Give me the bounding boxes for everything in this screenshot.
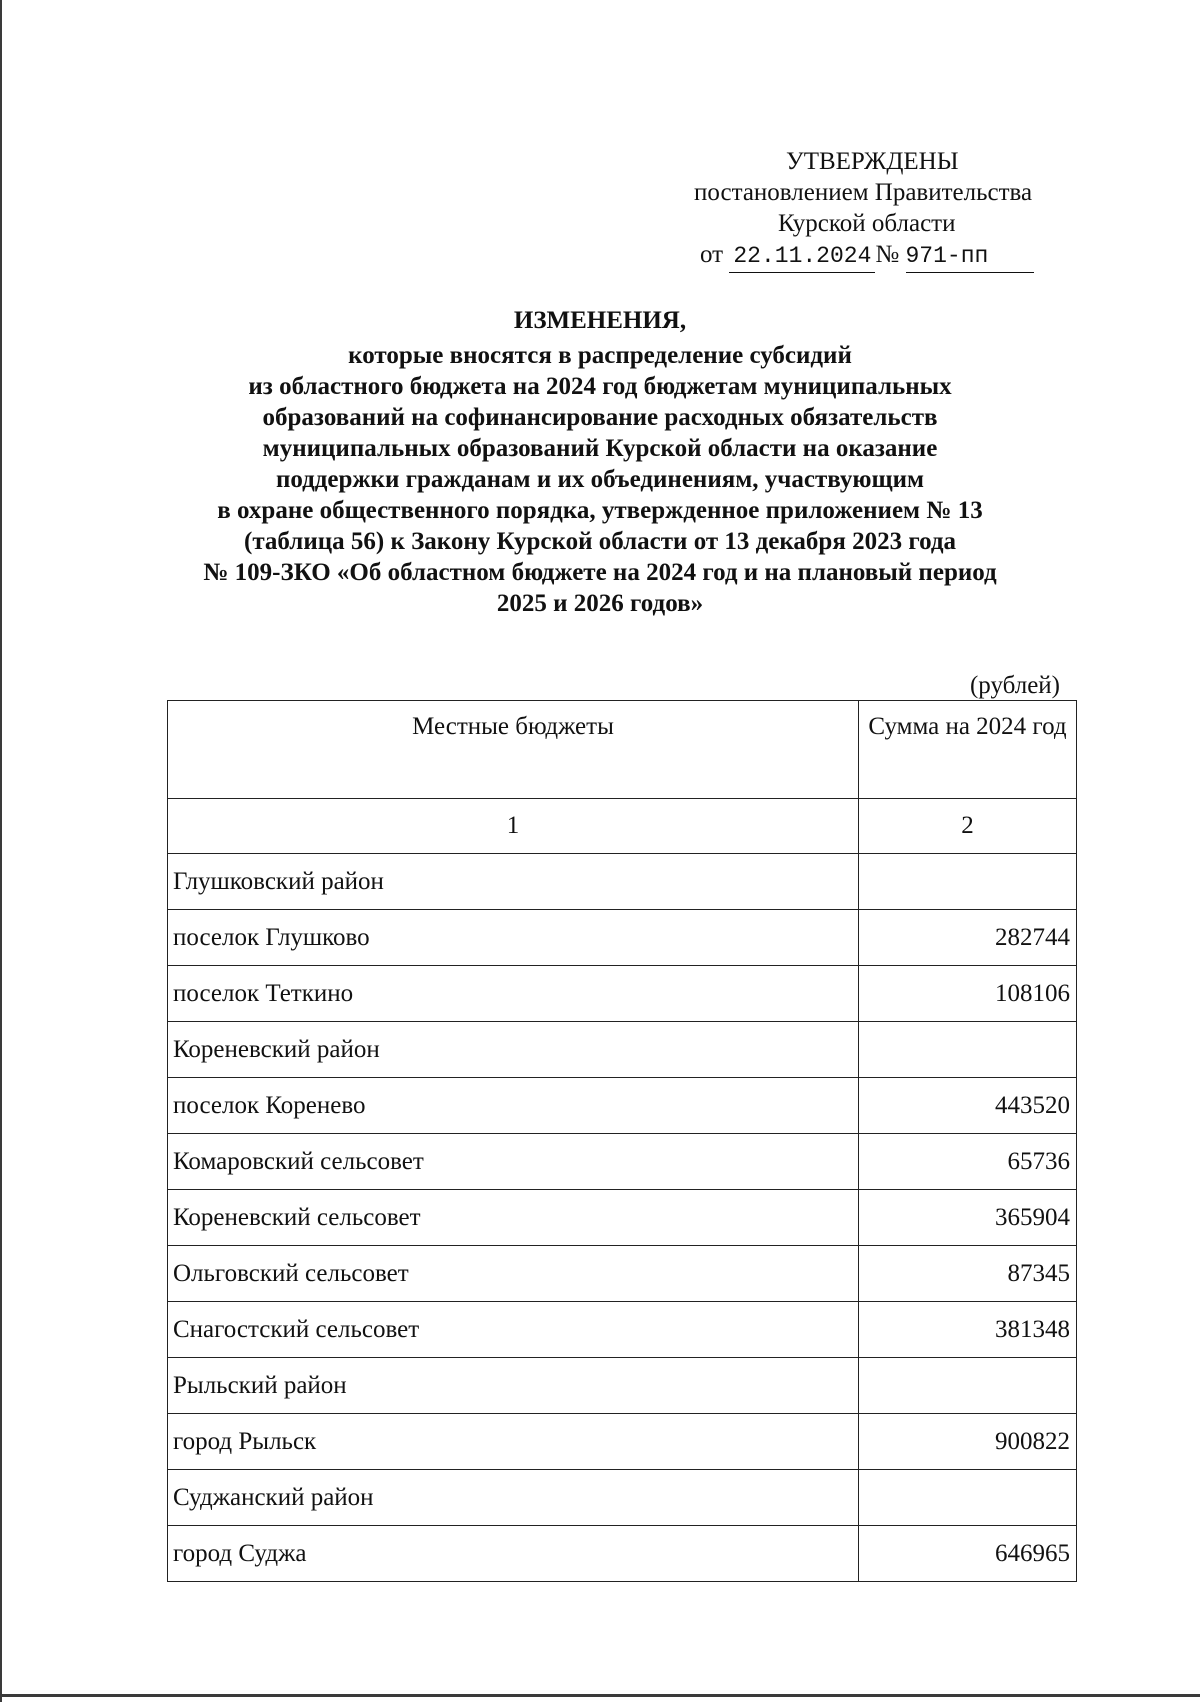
column-number-1: 1 [168,799,859,854]
row-name: Снагостский сельсовет [168,1302,859,1358]
number-prefix: № [875,241,900,268]
row-name: Комаровский сельсовет [168,1134,859,1190]
row-value: 87345 [859,1246,1077,1302]
row-name: город Рыльск [168,1414,859,1470]
subsidy-table [167,700,1077,1582]
row-name: поселок Теткино [168,966,859,1022]
table-header-row [168,701,1077,799]
column-number-2: 2 [859,799,1077,854]
column-header-amount: Сумма на 2024 год [859,701,1077,799]
approval-date: 22.11.2024 [729,241,875,273]
table-row [168,966,1077,1022]
approval-block [640,146,1080,273]
row-value: 108106 [859,966,1077,1022]
row-name: Ольговский сельсовет [168,1246,859,1302]
row-value: 65736 [859,1134,1077,1190]
row-value: 381348 [859,1302,1077,1358]
row-value: 282744 [859,910,1077,966]
approval-issuer: постановлением Правительства [694,179,1033,206]
row-value: 365904 [859,1190,1077,1246]
title-body: которые вносятся в распределение субсидий из областного бюджета на 2024 год бюджетам муниципальных образований на софинансирование расходных обязательств муниципальных образований Курской области на оказание поддержки гражданам и их объединениям, участвующим в охране общественного порядка, утвержденное приложением № 13 (таблица 56) к Закону Курской области от 13 декабря 2023 года № 109-ЗКО «Об областном бюджете на 2024 год и на плановый период 2025 и 2026 годов» [203,342,997,617]
row-name: город Суджа [168,1526,859,1582]
scan-edge-bottom [0,1694,1200,1697]
row-name: Суджанский район [168,1470,859,1526]
table-row [168,854,1077,910]
row-value [859,1358,1077,1414]
row-name: Рыльский район [168,1358,859,1414]
table-row [168,1134,1077,1190]
approval-region: Курской области [778,210,956,237]
row-value [859,1022,1077,1078]
scan-edge-left [0,0,2,1702]
table-row [168,1414,1077,1470]
row-name: поселок Коренево [168,1078,859,1134]
row-value: 646965 [859,1526,1077,1582]
row-name: Кореневский район [168,1022,859,1078]
row-name: поселок Глушково [168,910,859,966]
row-name: Глушковский район [168,854,859,910]
table-row [168,1302,1077,1358]
column-header-budgets: Местные бюджеты [168,701,859,799]
units-label: (рублей) [969,672,1060,699]
table-row [168,1190,1077,1246]
approval-heading: УТВЕРЖДЕНЫ [786,148,959,175]
row-name: Кореневский сельсовет [168,1190,859,1246]
table-row [168,1526,1077,1582]
approval-date-line [640,239,1080,273]
table-row [168,1358,1077,1414]
approval-number: 971-пп [906,241,1034,273]
date-prefix: от [700,241,724,268]
table-row [168,1078,1077,1134]
document-title [150,302,1050,619]
row-value [859,1470,1077,1526]
table-row [168,910,1077,966]
row-value: 443520 [859,1078,1077,1134]
row-value: 900822 [859,1414,1077,1470]
table-row [168,1022,1077,1078]
table-row [168,1246,1077,1302]
column-number-row [168,799,1077,854]
table-row [168,1470,1077,1526]
title-heading: ИЗМЕНЕНИЯ, [513,307,687,334]
row-value [859,854,1077,910]
